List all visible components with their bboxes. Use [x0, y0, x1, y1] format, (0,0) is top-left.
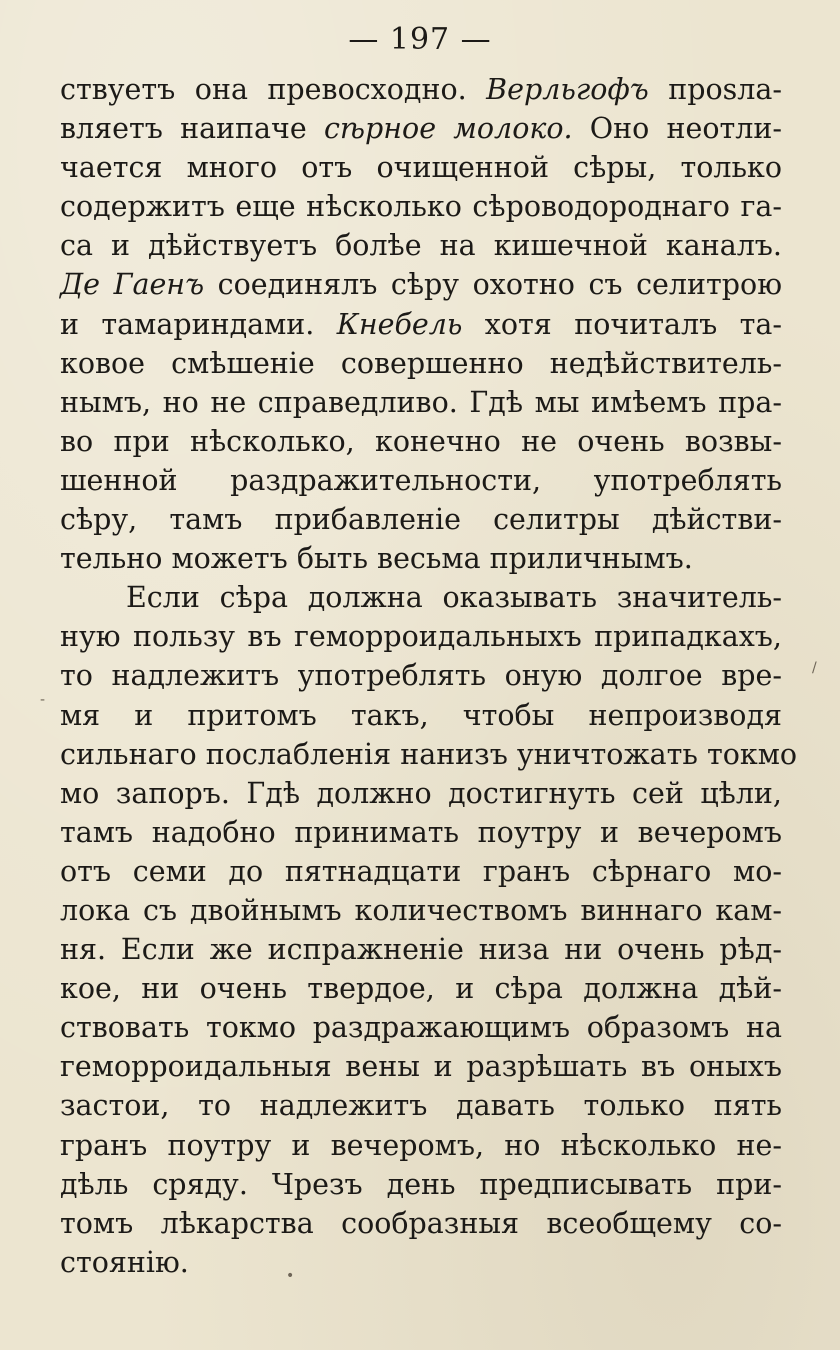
text-segment: ковое смѣшеніе совершенно недѣйствитель- — [60, 346, 782, 380]
text-segment: сильнаго послабленія нанизъ уничтожать токмо — [60, 737, 798, 771]
ink-speck: • — [286, 1268, 295, 1284]
text-segment: ня. Если же испражненіе низа ни очень рѣд- — [60, 933, 782, 967]
text-line — [60, 500, 782, 539]
body-text — [60, 70, 798, 1282]
text-segment: геморроидальныя вены и разрѣшать въ оныхъ — [60, 1050, 782, 1084]
text-segment: ствуетъ она превосходно. — [60, 73, 487, 106]
text-line — [60, 1008, 782, 1047]
text-line — [60, 578, 782, 617]
text-line — [60, 1047, 782, 1086]
text-line — [60, 148, 782, 187]
text-segment: прosла- — [648, 73, 782, 106]
text-segment: мо запоръ. Гдѣ должно достигнуть сей цѣли, — [60, 776, 782, 810]
text-line — [60, 617, 782, 656]
text-line — [60, 969, 782, 1008]
text-line — [60, 109, 782, 148]
text-line — [60, 774, 782, 813]
text-line — [60, 656, 782, 695]
text-line — [60, 930, 782, 969]
text-line — [60, 305, 782, 344]
italic-name: Верльгофъ — [486, 73, 649, 106]
text-segment: тамъ надобно принимать поутру и вечеромъ — [60, 815, 782, 849]
text-line — [60, 1204, 782, 1243]
text-line — [60, 1243, 782, 1282]
italic-name: сѣрное молоко. — [323, 112, 573, 146]
text-segment: гранъ поутру и вечеромъ, но нѣсколько не- — [60, 1128, 782, 1162]
text-line — [60, 1126, 782, 1165]
text-line — [60, 539, 782, 578]
text-line — [60, 813, 782, 852]
text-segment: лока съ двойнымъ количествомъ виннаго кам- — [60, 893, 782, 927]
margin-mark: - — [40, 692, 46, 708]
text-segment: томъ лѣкарства сообразныя всеобщему со- — [60, 1206, 782, 1240]
text-segment: дѣль сряду. Чрезъ день предписывать при- — [60, 1167, 782, 1201]
text-line — [60, 852, 782, 891]
text-segment: чается много отъ очищенной сѣры, только — [60, 151, 782, 185]
text-segment: Если сѣра должна оказывать значитель- — [126, 581, 782, 615]
text-segment: хотя почиталъ та- — [462, 307, 783, 341]
text-segment: са и дѣйствуетъ болѣе на кишечной каналъ. — [60, 229, 782, 263]
page-number: — 197 — — [348, 22, 492, 57]
text-line — [60, 735, 798, 774]
text-line — [60, 70, 782, 109]
text-line — [60, 383, 782, 422]
text-segment: тельно можетъ быть весьма приличнымъ. — [60, 542, 693, 576]
text-line — [60, 1165, 782, 1204]
text-segment: мя и притомъ такъ, чтобы непроизводя — [60, 698, 782, 732]
text-segment: и тамариндами. — [60, 307, 337, 341]
text-segment: содержитъ еще нѣсколько сѣроводороднаго га- — [60, 190, 782, 224]
text-segment: во при нѣсколько, конечно не очень возвы- — [60, 424, 782, 458]
text-segment: стоянію. — [60, 1245, 189, 1279]
text-line — [60, 344, 782, 383]
text-line — [60, 422, 782, 461]
text-line — [60, 265, 782, 304]
italic-name: Кнебель — [336, 307, 463, 341]
text-segment: соединялъ сѣру охотно съ селитрою — [204, 268, 783, 302]
text-segment: застои, то надлежитъ давать только пять — [60, 1089, 782, 1123]
text-line — [60, 1086, 782, 1125]
text-segment: отъ семи до пятнадцати гранъ сѣрнаго мо- — [60, 854, 782, 888]
margin-mark: / — [812, 660, 817, 676]
text-segment: то надлежитъ употреблять оную долгое вре- — [60, 659, 782, 693]
text-segment: ствовать токмо раздражающимъ образомъ на — [60, 1011, 782, 1045]
text-segment: Оно неотли- — [572, 112, 783, 146]
text-line — [60, 696, 782, 735]
text-segment: ную пользу въ геморроидальныхъ припадкахъ, — [60, 620, 782, 654]
text-line — [60, 226, 782, 265]
text-line — [60, 891, 782, 930]
text-segment: шенной раздражительности, употреблять — [60, 463, 782, 497]
text-segment: кое, ни очень твердое, и сѣра должна дѣй- — [60, 972, 782, 1006]
italic-name: Де Гаенъ — [60, 268, 205, 302]
text-line — [60, 461, 782, 500]
text-segment: нымъ, но не справедливо. Гдѣ мы имѣемъ пра- — [60, 385, 782, 419]
text-segment: сѣру, тамъ прибавленіе селитры дѣйстви- — [60, 503, 782, 537]
text-line — [60, 187, 782, 226]
text-segment: вляетъ наипаче — [60, 112, 324, 146]
